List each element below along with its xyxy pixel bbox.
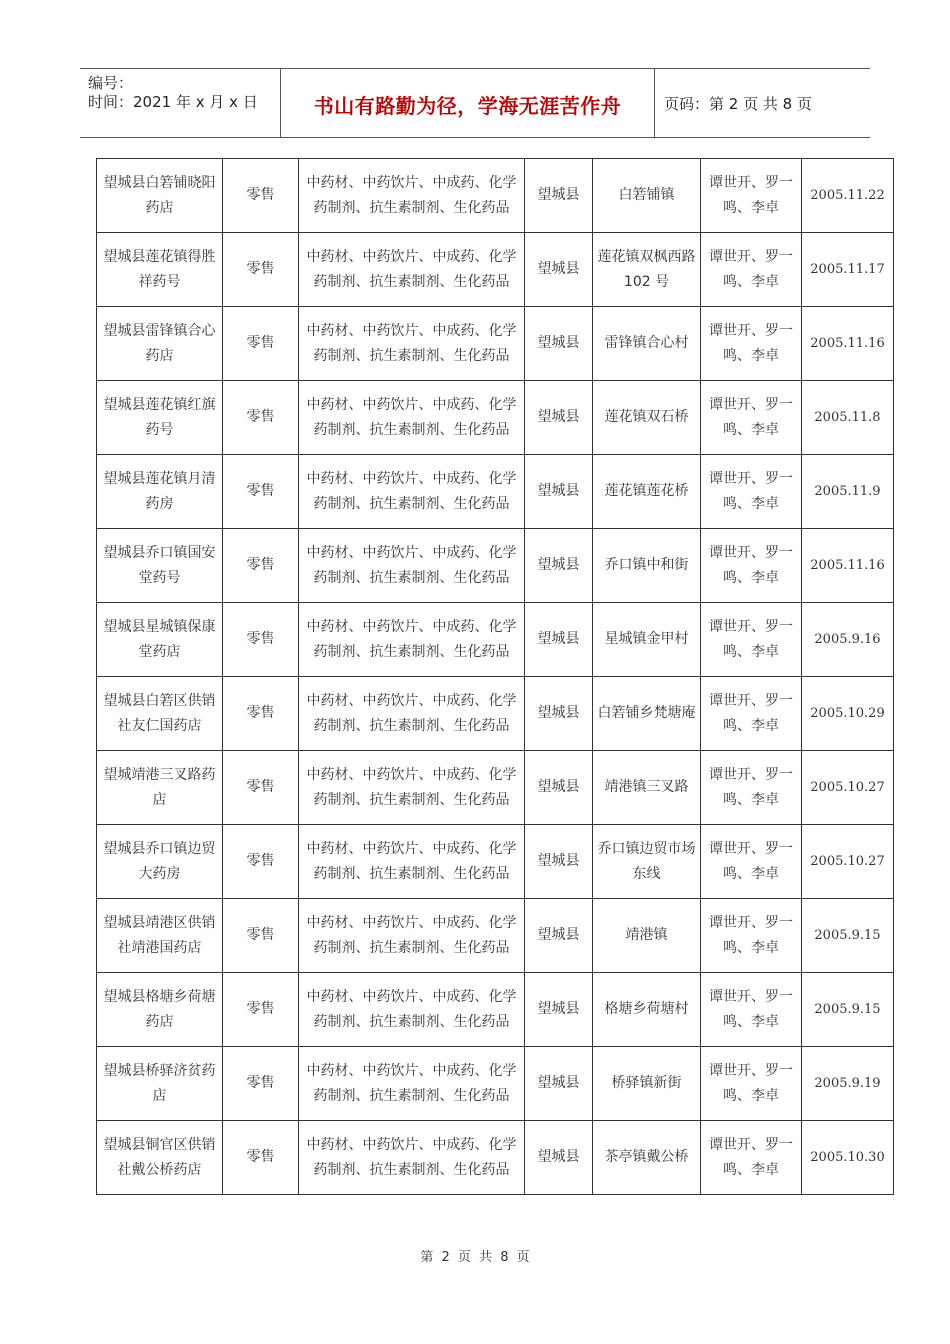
address-cell: 白箬铺镇 (593, 159, 701, 233)
business-scope-cell: 中药材、中药饮片、中成药、化学药制剂、抗生素制剂、生化药品 (299, 899, 525, 973)
inspectors-cell: 谭世开、罗一鸣、李卓 (701, 677, 802, 751)
inspectors-cell: 谭世开、罗一鸣、李卓 (701, 1121, 802, 1195)
table-row (97, 677, 894, 751)
page-footer: 第 2 页 共 8 页 (420, 1250, 530, 1265)
inspectors-cell: 谭世开、罗一鸣、李卓 (701, 825, 802, 899)
business-scope-cell: 中药材、中药饮片、中成药、化学药制剂、抗生素制剂、生化药品 (299, 825, 525, 899)
date-cell: 2005.11.16 (802, 529, 894, 603)
date-cell: 2005.11.9 (802, 455, 894, 529)
county-cell: 望城县 (525, 825, 593, 899)
address-cell: 桥驿镇新街 (593, 1047, 701, 1121)
business-scope-cell: 中药材、中药饮片、中成药、化学药制剂、抗生素制剂、生化药品 (299, 159, 525, 233)
header-page-cell (654, 69, 870, 137)
address-cell: 靖港镇 (593, 899, 701, 973)
date-cell: 2005.11.16 (802, 307, 894, 381)
date-cell: 2005.10.29 (802, 677, 894, 751)
county-cell: 望城县 (525, 973, 593, 1047)
date-cell: 2005.10.27 (802, 751, 894, 825)
date-cell: 2005.10.30 (802, 1121, 894, 1195)
inspectors-cell: 谭世开、罗一鸣、李卓 (701, 899, 802, 973)
business-type-cell: 零售 (223, 825, 299, 899)
time-label: 时间：2021 年 x 月 x 日 (88, 93, 258, 111)
store-name-cell: 望城县白箬铺晓阳药店 (97, 159, 223, 233)
store-name-cell: 望城县莲花镇月清药房 (97, 455, 223, 529)
date-cell: 2005.9.15 (802, 973, 894, 1047)
store-name-cell: 望城县格塘乡荷塘药店 (97, 973, 223, 1047)
business-type-cell: 零售 (223, 751, 299, 825)
address-cell: 格塘乡荷塘村 (593, 973, 701, 1047)
county-cell: 望城县 (525, 603, 593, 677)
business-scope-cell: 中药材、中药饮片、中成药、化学药制剂、抗生素制剂、生化药品 (299, 973, 525, 1047)
business-scope-cell: 中药材、中药饮片、中成药、化学药制剂、抗生素制剂、生化药品 (299, 381, 525, 455)
inspectors-cell: 谭世开、罗一鸣、李卓 (701, 751, 802, 825)
store-name-cell: 望城县莲花镇红旗药号 (97, 381, 223, 455)
table-row (97, 233, 894, 307)
header-slogan-cell (280, 69, 655, 137)
business-scope-cell: 中药材、中药饮片、中成药、化学药制剂、抗生素制剂、生化药品 (299, 751, 525, 825)
business-type-cell: 零售 (223, 603, 299, 677)
table-row (97, 825, 894, 899)
date-cell: 2005.9.16 (802, 603, 894, 677)
pharmacy-table-body (97, 159, 894, 1195)
business-scope-cell: 中药材、中药饮片、中成药、化学药制剂、抗生素制剂、生化药品 (299, 233, 525, 307)
address-cell: 雷锋镇合心村 (593, 307, 701, 381)
table-row (97, 1047, 894, 1121)
business-scope-cell: 中药材、中药饮片、中成药、化学药制剂、抗生素制剂、生化药品 (299, 307, 525, 381)
county-cell: 望城县 (525, 677, 593, 751)
store-name-cell: 望城县乔口镇边贸大药房 (97, 825, 223, 899)
date-cell: 2005.10.27 (802, 825, 894, 899)
address-cell: 白箬铺乡梵塘庵 (593, 677, 701, 751)
county-cell: 望城县 (525, 751, 593, 825)
date-cell: 2005.11.22 (802, 159, 894, 233)
table-row (97, 751, 894, 825)
inspectors-cell: 谭世开、罗一鸣、李卓 (701, 529, 802, 603)
inspectors-cell: 谭世开、罗一鸣、李卓 (701, 233, 802, 307)
business-type-cell: 零售 (223, 307, 299, 381)
header-meta (80, 69, 280, 137)
address-cell: 靖港镇三叉路 (593, 751, 701, 825)
business-type-cell: 零售 (223, 455, 299, 529)
date-cell: 2005.11.8 (802, 381, 894, 455)
business-type-cell: 零售 (223, 677, 299, 751)
address-cell: 莲花镇双石桥 (593, 381, 701, 455)
business-type-cell: 零售 (223, 529, 299, 603)
table-row (97, 529, 894, 603)
business-scope-cell: 中药材、中药饮片、中成药、化学药制剂、抗生素制剂、生化药品 (299, 455, 525, 529)
page-label: 页码：第 2 页 共 8 页 (664, 94, 812, 113)
store-name-cell: 望城县铜官区供销社戴公桥药店 (97, 1121, 223, 1195)
business-type-cell: 零售 (223, 159, 299, 233)
business-scope-cell: 中药材、中药饮片、中成药、化学药制剂、抗生素制剂、生化药品 (299, 603, 525, 677)
business-scope-cell: 中药材、中药饮片、中成药、化学药制剂、抗生素制剂、生化药品 (299, 529, 525, 603)
address-cell: 莲花镇双枫西路 102 号 (593, 233, 701, 307)
store-name-cell: 望城县莲花镇得胜祥药号 (97, 233, 223, 307)
inspectors-cell: 谭世开、罗一鸣、李卓 (701, 455, 802, 529)
table-row (97, 973, 894, 1047)
inspectors-cell: 谭世开、罗一鸣、李卓 (701, 381, 802, 455)
county-cell: 望城县 (525, 159, 593, 233)
county-cell: 望城县 (525, 899, 593, 973)
county-cell: 望城县 (525, 1047, 593, 1121)
county-cell: 望城县 (525, 381, 593, 455)
business-scope-cell: 中药材、中药饮片、中成药、化学药制剂、抗生素制剂、生化药品 (299, 677, 525, 751)
business-type-cell: 零售 (223, 973, 299, 1047)
page-header (80, 68, 870, 138)
business-type-cell: 零售 (223, 1047, 299, 1121)
address-cell: 乔口镇边贸市场东线 (593, 825, 701, 899)
business-scope-cell: 中药材、中药饮片、中成药、化学药制剂、抗生素制剂、生化药品 (299, 1121, 525, 1195)
county-cell: 望城县 (525, 307, 593, 381)
county-cell: 望城县 (525, 1121, 593, 1195)
business-type-cell: 零售 (223, 899, 299, 973)
business-type-cell: 零售 (223, 381, 299, 455)
inspectors-cell: 谭世开、罗一鸣、李卓 (701, 1047, 802, 1121)
table-row (97, 381, 894, 455)
table-row (97, 159, 894, 233)
table-row (97, 603, 894, 677)
table-row (97, 307, 894, 381)
inspectors-cell: 谭世开、罗一鸣、李卓 (701, 159, 802, 233)
address-cell: 乔口镇中和街 (593, 529, 701, 603)
store-name-cell: 望城县白箬区供销社友仁国药店 (97, 677, 223, 751)
store-name-cell: 望城县桥驿济贫药店 (97, 1047, 223, 1121)
address-cell: 莲花镇莲花桥 (593, 455, 701, 529)
store-name-cell: 望城县靖港区供销社靖港国药店 (97, 899, 223, 973)
store-name-cell: 望城靖港三叉路药店 (97, 751, 223, 825)
business-type-cell: 零售 (223, 1121, 299, 1195)
address-cell: 星城镇金甲村 (593, 603, 701, 677)
store-name-cell: 望城县星城镇保康堂药店 (97, 603, 223, 677)
county-cell: 望城县 (525, 529, 593, 603)
county-cell: 望城县 (525, 233, 593, 307)
date-cell: 2005.9.19 (802, 1047, 894, 1121)
date-cell: 2005.9.15 (802, 899, 894, 973)
date-cell: 2005.11.17 (802, 233, 894, 307)
slogan: 书山有路勤为径，学海无涯苦作舟 (313, 93, 622, 118)
business-type-cell: 零售 (223, 233, 299, 307)
inspectors-cell: 谭世开、罗一鸣、李卓 (701, 307, 802, 381)
table-row (97, 455, 894, 529)
address-cell: 茶亭镇戴公桥 (593, 1121, 701, 1195)
inspectors-cell: 谭世开、罗一鸣、李卓 (701, 973, 802, 1047)
business-scope-cell: 中药材、中药饮片、中成药、化学药制剂、抗生素制剂、生化药品 (299, 1047, 525, 1121)
pharmacy-table (96, 158, 894, 1195)
store-name-cell: 望城县雷锋镇合心药店 (97, 307, 223, 381)
code-label: 编号： (88, 74, 134, 92)
table-row (97, 1121, 894, 1195)
table-row (97, 899, 894, 973)
store-name-cell: 望城县乔口镇国安堂药号 (97, 529, 223, 603)
inspectors-cell: 谭世开、罗一鸣、李卓 (701, 603, 802, 677)
county-cell: 望城县 (525, 455, 593, 529)
